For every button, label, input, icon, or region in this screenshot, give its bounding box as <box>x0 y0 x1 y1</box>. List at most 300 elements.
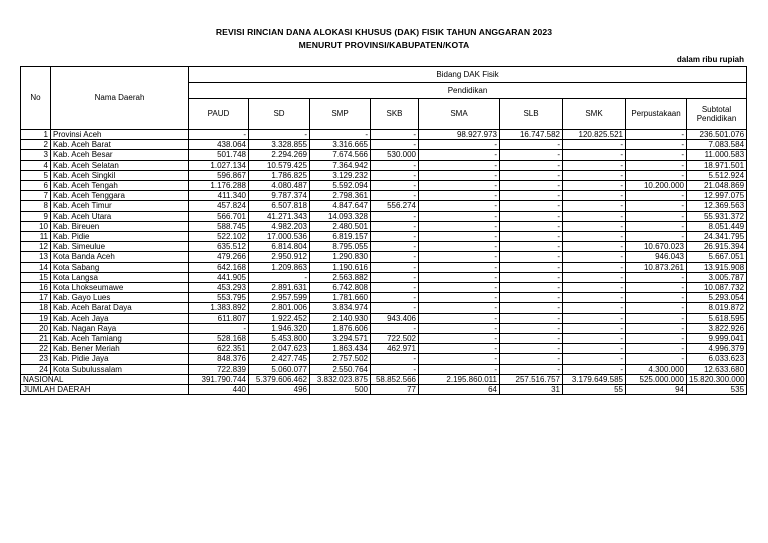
table-row <box>21 252 747 262</box>
value-cell: - <box>626 170 687 180</box>
table-row <box>21 364 747 374</box>
value-cell: - <box>419 303 500 313</box>
value-cell: 5.453.800 <box>249 334 310 344</box>
value-cell: - <box>626 232 687 242</box>
value-cell: - <box>419 211 500 221</box>
value-cell: - <box>500 354 563 364</box>
row-number: 8 <box>21 201 51 211</box>
value-cell: 9.787.374 <box>249 191 310 201</box>
value-cell: - <box>371 242 419 252</box>
value-cell: - <box>500 232 563 242</box>
value-cell: - <box>563 242 626 252</box>
column-header: PAUD <box>189 99 249 130</box>
value-cell: - <box>563 334 626 344</box>
row-number: 6 <box>21 181 51 191</box>
table-row <box>21 150 747 160</box>
value-cell: - <box>371 323 419 333</box>
value-cell: - <box>626 344 687 354</box>
value-cell: 2.047.623 <box>249 344 310 354</box>
table-row <box>21 354 747 364</box>
value-cell: 848.376 <box>189 354 249 364</box>
total-cell: 3.832.023.875 <box>310 374 371 384</box>
value-cell: - <box>419 140 500 150</box>
total-cell: 525.000.000 <box>626 374 687 384</box>
value-cell: 17.000.536 <box>249 232 310 242</box>
table-row <box>21 181 747 191</box>
value-cell: 2.294.269 <box>249 150 310 160</box>
total-cell: 535 <box>687 385 747 395</box>
value-cell: - <box>563 293 626 303</box>
region-name: Kab. Pidie <box>51 232 189 242</box>
row-number: 1 <box>21 130 51 140</box>
value-cell: 12.369.563 <box>687 201 747 211</box>
total-cell: 15.820.300.000 <box>687 374 747 384</box>
value-cell: - <box>500 293 563 303</box>
value-cell: 722.839 <box>189 364 249 374</box>
table-row <box>21 303 747 313</box>
region-name: Kab. Gayo Lues <box>51 293 189 303</box>
value-cell: - <box>371 283 419 293</box>
value-cell: 7.674.566 <box>310 150 371 160</box>
value-cell: - <box>626 293 687 303</box>
value-cell: 411.340 <box>189 191 249 201</box>
value-cell: 13.915.908 <box>687 262 747 272</box>
row-number: 24 <box>21 364 51 374</box>
value-cell: 6.507.818 <box>249 201 310 211</box>
column-header: SMP <box>310 99 371 130</box>
value-cell: 4.847.647 <box>310 201 371 211</box>
header-nama-daerah: Nama Daerah <box>51 67 189 130</box>
value-cell: 2.891.631 <box>249 283 310 293</box>
value-cell: - <box>563 252 626 262</box>
row-number: 11 <box>21 232 51 242</box>
value-cell: 2.480.501 <box>310 221 371 231</box>
value-cell: 457.824 <box>189 201 249 211</box>
value-cell: - <box>563 140 626 150</box>
region-name: Kota Lhokseumawe <box>51 283 189 293</box>
value-cell: - <box>249 130 310 140</box>
value-cell: 2.757.502 <box>310 354 371 364</box>
value-cell: 55.931.372 <box>687 211 747 221</box>
value-cell: - <box>500 364 563 374</box>
value-cell: - <box>371 354 419 364</box>
table-row <box>21 170 747 180</box>
region-name: Kab. Nagan Raya <box>51 323 189 333</box>
value-cell: - <box>371 232 419 242</box>
row-number: 2 <box>21 140 51 150</box>
value-cell: 9.999.041 <box>687 334 747 344</box>
value-cell: 1.946.320 <box>249 323 310 333</box>
region-name: Kab. Aceh Timur <box>51 201 189 211</box>
row-number: 5 <box>21 170 51 180</box>
value-cell: 41.271.343 <box>249 211 310 221</box>
value-cell: 18.971.501 <box>687 160 747 170</box>
total-cell: 391.790.744 <box>189 374 249 384</box>
value-cell: - <box>371 140 419 150</box>
value-cell: - <box>419 242 500 252</box>
row-number: 12 <box>21 242 51 252</box>
column-header: Perpustakaan <box>626 99 687 130</box>
value-cell: 522.102 <box>189 232 249 242</box>
value-cell: - <box>500 252 563 262</box>
value-cell: - <box>500 140 563 150</box>
value-cell: 438.064 <box>189 140 249 150</box>
value-cell: 2.427.745 <box>249 354 310 364</box>
total-cell: 94 <box>626 385 687 395</box>
total-cell: 31 <box>500 385 563 395</box>
value-cell: 1.876.606 <box>310 323 371 333</box>
table-row <box>21 313 747 323</box>
region-name: Kab. Bireuen <box>51 221 189 231</box>
header-no: No <box>21 67 51 130</box>
jumlah-row <box>21 385 747 395</box>
value-cell: 2.140.930 <box>310 313 371 323</box>
value-cell: - <box>563 181 626 191</box>
value-cell: - <box>419 293 500 303</box>
table-row <box>21 344 747 354</box>
value-cell: 5.512.924 <box>687 170 747 180</box>
nasional-label: NASIONAL <box>21 374 189 384</box>
total-cell: 3.179.649.585 <box>563 374 626 384</box>
value-cell: - <box>310 130 371 140</box>
value-cell: - <box>419 232 500 242</box>
value-cell: - <box>500 191 563 201</box>
value-cell: - <box>563 344 626 354</box>
value-cell: - <box>626 354 687 364</box>
total-cell: 64 <box>419 385 500 395</box>
table-row <box>21 232 747 242</box>
nasional-row <box>21 374 747 384</box>
value-cell: - <box>189 130 249 140</box>
row-number: 14 <box>21 262 51 272</box>
value-cell: 4.982.203 <box>249 221 310 231</box>
value-cell: 5.060.077 <box>249 364 310 374</box>
row-number: 13 <box>21 252 51 262</box>
value-cell: - <box>563 303 626 313</box>
value-cell: - <box>419 313 500 323</box>
value-cell: - <box>419 201 500 211</box>
region-name: Kab. Bener Meriah <box>51 344 189 354</box>
value-cell: - <box>500 334 563 344</box>
value-cell: 26.915.394 <box>687 242 747 252</box>
value-cell: 2.798.361 <box>310 191 371 201</box>
value-cell: - <box>419 344 500 354</box>
value-cell: 2.563.882 <box>310 272 371 282</box>
value-cell: 3.005.787 <box>687 272 747 282</box>
row-number: 22 <box>21 344 51 354</box>
region-name: Kab. Simeulue <box>51 242 189 252</box>
value-cell: 1.190.616 <box>310 262 371 272</box>
value-cell: - <box>626 283 687 293</box>
region-name: Kab. Aceh Tengah <box>51 181 189 191</box>
value-cell: - <box>500 272 563 282</box>
value-cell: - <box>371 252 419 262</box>
row-number: 18 <box>21 303 51 313</box>
table-row <box>21 242 747 252</box>
value-cell: 21.048.869 <box>687 181 747 191</box>
value-cell: 3.328.855 <box>249 140 310 150</box>
total-cell: 496 <box>249 385 310 395</box>
value-cell: 530.000 <box>371 150 419 160</box>
value-cell: 4.300.000 <box>626 364 687 374</box>
row-number: 21 <box>21 334 51 344</box>
value-cell: 10.200.000 <box>626 181 687 191</box>
row-number: 7 <box>21 191 51 201</box>
value-cell: 722.502 <box>371 334 419 344</box>
region-name: Kab. Aceh Utara <box>51 211 189 221</box>
region-name: Provinsi Aceh <box>51 130 189 140</box>
column-header: SKB <box>371 99 419 130</box>
column-header: SMA <box>419 99 500 130</box>
value-cell: - <box>500 201 563 211</box>
value-cell: - <box>419 334 500 344</box>
value-cell: - <box>371 181 419 191</box>
value-cell: - <box>563 313 626 323</box>
header-pendidikan: Pendidikan <box>189 83 747 99</box>
value-cell: - <box>419 283 500 293</box>
value-cell: - <box>500 323 563 333</box>
region-name: Kab. Aceh Selatan <box>51 160 189 170</box>
value-cell: 3.129.232 <box>310 170 371 180</box>
value-cell: 1.290.830 <box>310 252 371 262</box>
region-name: Kab. Aceh Tamiang <box>51 334 189 344</box>
value-cell: - <box>419 150 500 160</box>
value-cell: - <box>626 150 687 160</box>
total-cell: 440 <box>189 385 249 395</box>
value-cell: 596.867 <box>189 170 249 180</box>
value-cell: - <box>371 262 419 272</box>
region-name: Kab. Aceh Barat Daya <box>51 303 189 313</box>
value-cell: 441.905 <box>189 272 249 282</box>
table-row <box>21 272 747 282</box>
value-cell: - <box>563 232 626 242</box>
value-cell: - <box>626 334 687 344</box>
region-name: Kab. Aceh Singkil <box>51 170 189 180</box>
value-cell: - <box>419 252 500 262</box>
value-cell: - <box>371 303 419 313</box>
value-cell: 5.592.094 <box>310 181 371 191</box>
row-number: 3 <box>21 150 51 160</box>
value-cell: - <box>563 221 626 231</box>
report-title: REVISI RINCIAN DANA ALOKASI KHUSUS (DAK) FISIK TAHUN ANGGARAN 2023 <box>215 27 553 37</box>
value-cell: 12.633.680 <box>687 364 747 374</box>
value-cell: 1.209.863 <box>249 262 310 272</box>
value-cell: 11.000.583 <box>687 150 747 160</box>
value-cell: - <box>563 262 626 272</box>
value-cell: - <box>500 262 563 272</box>
region-name: Kab. Aceh Besar <box>51 150 189 160</box>
row-number: 10 <box>21 221 51 231</box>
region-name: Kota Sabang <box>51 262 189 272</box>
table-row <box>21 293 747 303</box>
total-cell: 257.516.757 <box>500 374 563 384</box>
table-row <box>21 334 747 344</box>
total-cell: 58.852.566 <box>371 374 419 384</box>
column-header: Subtotal Pendidikan <box>687 99 747 130</box>
value-cell: 12.997.075 <box>687 191 747 201</box>
value-cell: 14.093.328 <box>310 211 371 221</box>
value-cell: 501.748 <box>189 150 249 160</box>
table-row <box>21 201 747 211</box>
value-cell: 5.293.054 <box>687 293 747 303</box>
value-cell: 943.406 <box>371 313 419 323</box>
value-cell: 10.873.261 <box>626 262 687 272</box>
value-cell: 6.742.808 <box>310 283 371 293</box>
value-cell: - <box>371 364 419 374</box>
value-cell: 2.801.006 <box>249 303 310 313</box>
value-cell: - <box>500 221 563 231</box>
value-cell: 642.168 <box>189 262 249 272</box>
table-row <box>21 130 747 140</box>
table-row <box>21 140 747 150</box>
value-cell: 946.043 <box>626 252 687 262</box>
total-cell: 55 <box>563 385 626 395</box>
value-cell: - <box>371 191 419 201</box>
row-number: 9 <box>21 211 51 221</box>
value-cell: - <box>371 130 419 140</box>
row-number: 23 <box>21 354 51 364</box>
value-cell: 10.579.425 <box>249 160 310 170</box>
value-cell: - <box>419 262 500 272</box>
row-number: 16 <box>21 283 51 293</box>
value-cell: 1.922.452 <box>249 313 310 323</box>
value-cell: 611.807 <box>189 313 249 323</box>
value-cell: 1.027.134 <box>189 160 249 170</box>
value-cell: 7.083.584 <box>687 140 747 150</box>
value-cell: - <box>500 170 563 180</box>
value-cell: 622.351 <box>189 344 249 354</box>
value-cell: - <box>419 354 500 364</box>
value-cell: 453.293 <box>189 283 249 293</box>
value-cell: - <box>371 293 419 303</box>
region-name: Kab. Aceh Barat <box>51 140 189 150</box>
value-cell: - <box>419 160 500 170</box>
value-cell: 7.364.942 <box>310 160 371 170</box>
value-cell: 1.863.434 <box>310 344 371 354</box>
value-cell: 4.996.379 <box>687 344 747 354</box>
value-cell: - <box>500 313 563 323</box>
value-cell: 1.383.892 <box>189 303 249 313</box>
value-cell: 3.822.926 <box>687 323 747 333</box>
value-cell: 8.051.449 <box>687 221 747 231</box>
value-cell: - <box>626 201 687 211</box>
value-cell: - <box>419 221 500 231</box>
value-cell: - <box>419 181 500 191</box>
table-row <box>21 323 747 333</box>
table-row <box>21 283 747 293</box>
value-cell: - <box>626 221 687 231</box>
value-cell: 10.670.023 <box>626 242 687 252</box>
value-cell: 120.825.521 <box>563 130 626 140</box>
row-number: 19 <box>21 313 51 323</box>
value-cell: - <box>419 170 500 180</box>
value-cell: - <box>563 323 626 333</box>
value-cell: 1.176.288 <box>189 181 249 191</box>
value-cell: 635.512 <box>189 242 249 252</box>
value-cell: - <box>500 160 563 170</box>
value-cell: - <box>626 191 687 201</box>
value-cell: - <box>563 150 626 160</box>
value-cell: - <box>626 140 687 150</box>
value-cell: - <box>371 272 419 282</box>
value-cell: - <box>500 211 563 221</box>
jumlah-label: JUMLAH DAERAH <box>21 385 189 395</box>
value-cell: 98.927.973 <box>419 130 500 140</box>
value-cell: - <box>563 364 626 374</box>
header-bidang: Bidang DAK Fisik <box>189 67 747 83</box>
value-cell: - <box>563 354 626 364</box>
value-cell: 236.501.076 <box>687 130 747 140</box>
value-cell: - <box>249 272 310 282</box>
value-cell: - <box>626 211 687 221</box>
region-name: Kab. Aceh Jaya <box>51 313 189 323</box>
value-cell: - <box>371 160 419 170</box>
region-name: Kota Langsa <box>51 272 189 282</box>
column-header: SMK <box>563 99 626 130</box>
value-cell: 3.294.571 <box>310 334 371 344</box>
value-cell: - <box>500 181 563 191</box>
region-name: Kota Subulussalam <box>51 364 189 374</box>
value-cell: - <box>419 272 500 282</box>
value-cell: - <box>626 323 687 333</box>
value-cell: - <box>500 283 563 293</box>
region-name: Kab. Aceh Tenggara <box>51 191 189 201</box>
value-cell: - <box>371 170 419 180</box>
dak-table <box>20 66 747 395</box>
value-cell: 8.019.872 <box>687 303 747 313</box>
total-cell: 5.379.606.462 <box>249 374 310 384</box>
value-cell: - <box>500 150 563 160</box>
value-cell: - <box>419 191 500 201</box>
value-cell: 553.795 <box>189 293 249 303</box>
value-cell: - <box>563 211 626 221</box>
value-cell: 2.550.764 <box>310 364 371 374</box>
value-cell: 1.781.660 <box>310 293 371 303</box>
value-cell: 5.667.051 <box>687 252 747 262</box>
table-row <box>21 221 747 231</box>
row-number: 17 <box>21 293 51 303</box>
total-cell: 2.195.860.011 <box>419 374 500 384</box>
value-cell: 528.168 <box>189 334 249 344</box>
value-cell: 5.618.595 <box>687 313 747 323</box>
column-header: SD <box>249 99 310 130</box>
value-cell: 462.971 <box>371 344 419 354</box>
value-cell: - <box>563 272 626 282</box>
value-cell: - <box>563 160 626 170</box>
value-cell: 2.950.912 <box>249 252 310 262</box>
value-cell: 6.814.804 <box>249 242 310 252</box>
value-cell: - <box>419 364 500 374</box>
value-cell: 588.745 <box>189 221 249 231</box>
total-cell: 77 <box>371 385 419 395</box>
value-cell: - <box>626 160 687 170</box>
value-cell: - <box>626 272 687 282</box>
value-cell: 16.747.582 <box>500 130 563 140</box>
table-row <box>21 262 747 272</box>
value-cell: - <box>563 201 626 211</box>
value-cell: 6.819.157 <box>310 232 371 242</box>
value-cell: 566.701 <box>189 211 249 221</box>
value-cell: - <box>563 191 626 201</box>
row-number: 15 <box>21 272 51 282</box>
value-cell: 3.834.974 <box>310 303 371 313</box>
value-cell: 556.274 <box>371 201 419 211</box>
value-cell: 479.266 <box>189 252 249 262</box>
value-cell: 3.316.665 <box>310 140 371 150</box>
value-cell: 2.957.599 <box>249 293 310 303</box>
value-cell: - <box>626 303 687 313</box>
value-cell: - <box>500 242 563 252</box>
